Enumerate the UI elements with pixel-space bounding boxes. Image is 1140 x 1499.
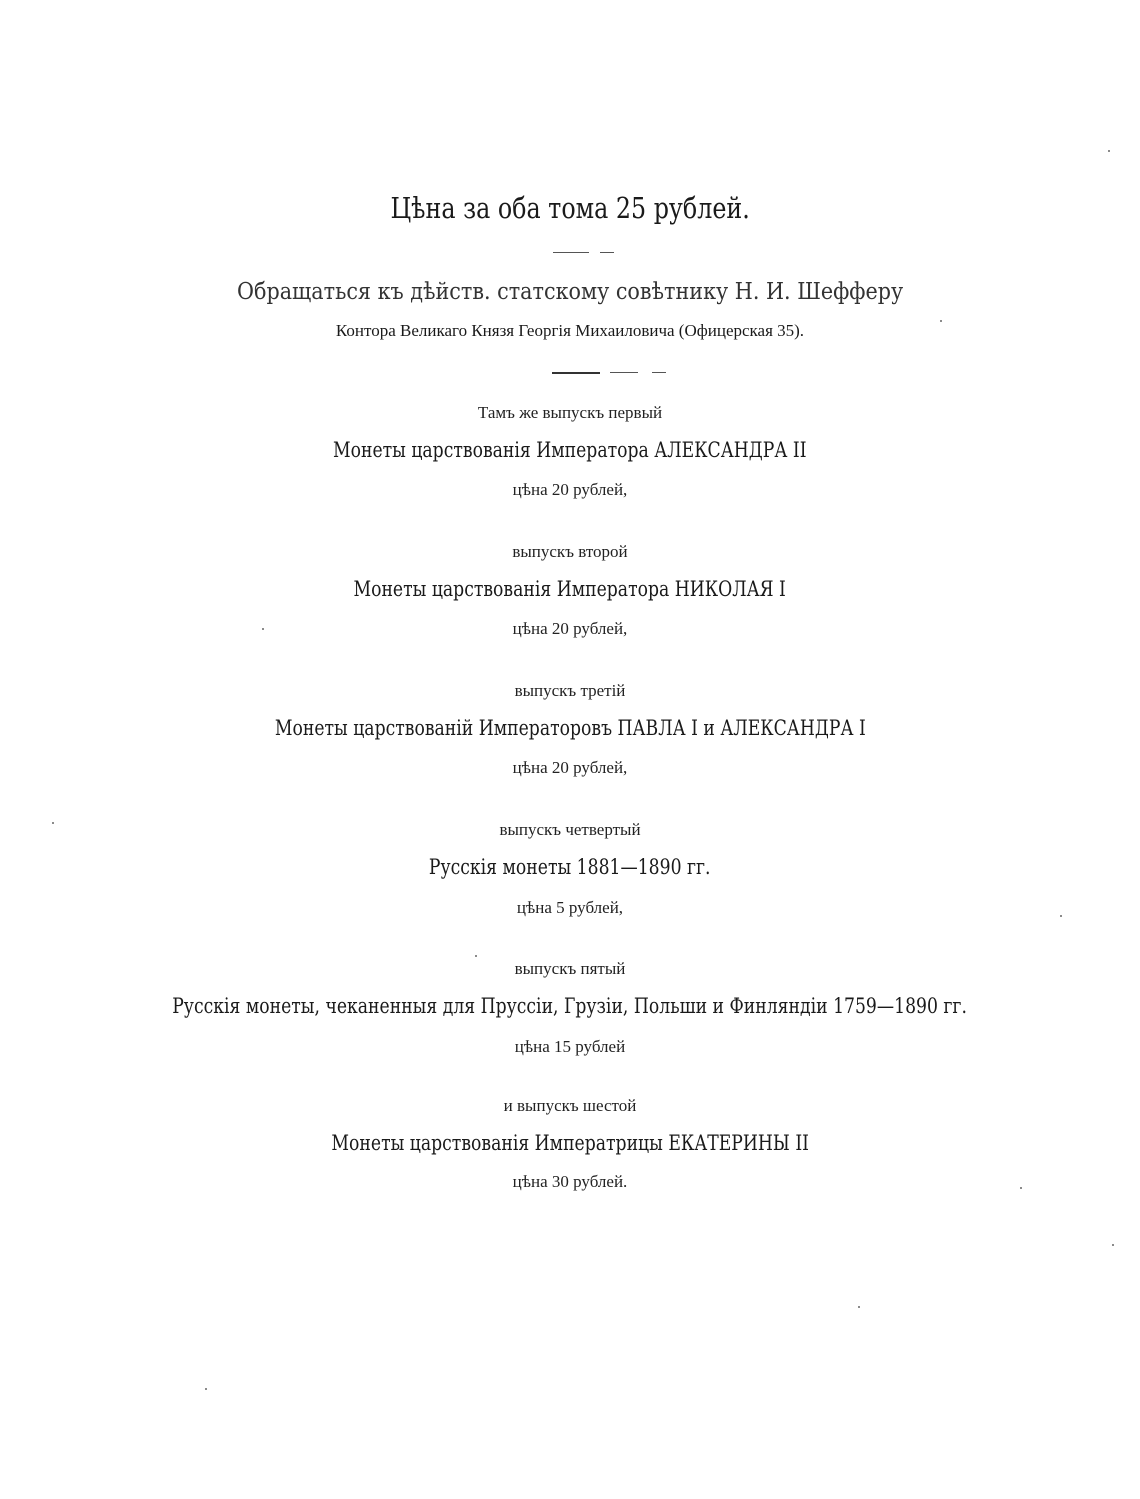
issue-title: Русскія монеты 1881—1890 гг. bbox=[429, 855, 711, 879]
issue-price: цѣна 20 рублей, bbox=[512, 619, 628, 638]
price-title-text: Цѣна за оба тома 25 рублей. bbox=[390, 191, 750, 225]
scan-speck bbox=[1020, 1187, 1022, 1189]
scan-speck bbox=[475, 955, 477, 957]
scan-speck bbox=[858, 1306, 860, 1308]
scan-speck bbox=[1108, 150, 1110, 152]
scan-speck bbox=[1112, 1244, 1114, 1246]
separator-rule bbox=[552, 372, 600, 374]
price-title bbox=[0, 191, 1140, 225]
issue-price: цѣна 20 рублей, bbox=[512, 480, 628, 499]
issue-title: Монеты царствованій Императоровъ ПАВЛА I и АЛЕКСАНДРА I bbox=[274, 716, 866, 740]
separator-dash bbox=[553, 252, 589, 253]
scan-speck bbox=[205, 1388, 207, 1390]
issue-title: Русскія монеты, чеканенныя для Пруссіи, Грузіи, Польши и Финляндіи 1759—1890 гг. bbox=[172, 994, 968, 1018]
separator-dash bbox=[600, 252, 614, 253]
issue-label: выпускъ второй bbox=[512, 542, 628, 561]
contact-line bbox=[0, 281, 1140, 304]
issue-label: Тамъ же выпускъ первый bbox=[477, 403, 663, 422]
issue-label: выпускъ пятый bbox=[514, 959, 626, 978]
issue-label: выпускъ третій bbox=[514, 681, 626, 700]
office-line bbox=[0, 322, 1140, 339]
scan-speck bbox=[940, 320, 942, 322]
contact-text: Обращаться къ дѣйств. статскому совѣтнику Н. И. Шефферу bbox=[236, 279, 904, 305]
issue-title: Монеты царствованія Императора АЛЕКСАНДРА II bbox=[333, 438, 807, 462]
scan-speck bbox=[52, 822, 54, 824]
office-text: Контора Великаго Князя Георгія Михаиловича (Офицерская 35). bbox=[335, 321, 805, 340]
issue-price: цѣна 20 рублей, bbox=[512, 758, 628, 777]
issue-title: Монеты царствованія Императрицы ЕКАТЕРИНЫ II bbox=[331, 1131, 809, 1155]
separator-rule bbox=[610, 372, 638, 373]
issue-label: и выпускъ шестой bbox=[503, 1096, 637, 1115]
issue-price: цѣна 30 рублей. bbox=[512, 1172, 628, 1191]
scan-speck bbox=[1060, 915, 1062, 917]
issue-price: цѣна 15 рублей bbox=[514, 1037, 626, 1056]
issue-title: Монеты царствованія Императора НИКОЛАЯ I bbox=[353, 577, 787, 601]
separator-rule bbox=[652, 372, 666, 373]
issue-price: цѣна 5 рублей, bbox=[516, 898, 624, 917]
scan-speck bbox=[262, 628, 264, 630]
issue-label: выпускъ четвертый bbox=[499, 820, 641, 839]
